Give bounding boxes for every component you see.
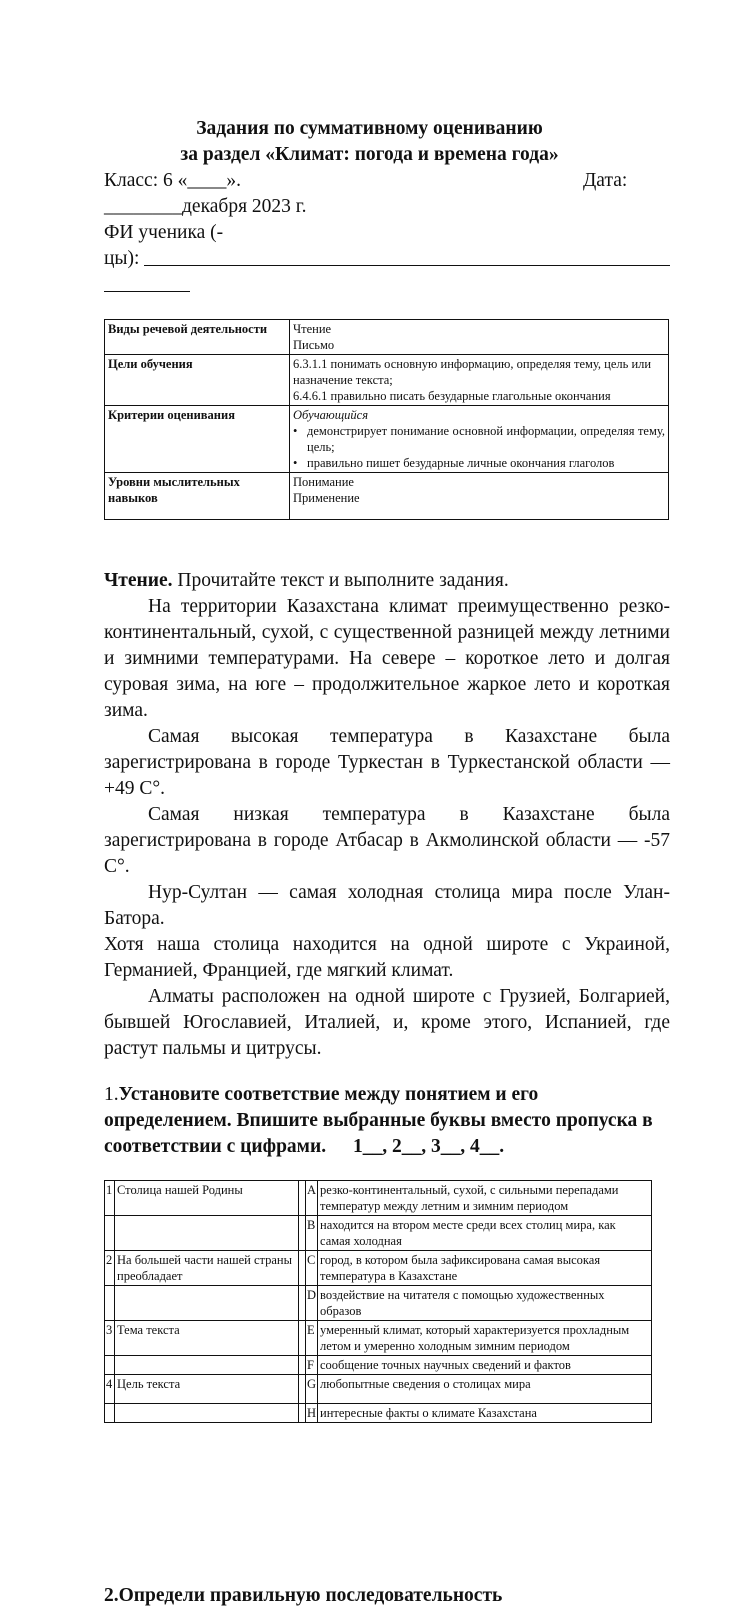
spacer-cell	[299, 1181, 306, 1216]
value-line: Применение	[293, 491, 360, 505]
task-2-partial: 2.Определи правильную последовательность	[104, 1585, 503, 1606]
definition-cell: умеренный климат, который характеризуется прохладным летом и умеренно холодным зимним периодом	[318, 1321, 652, 1356]
spacer-cell	[299, 1356, 306, 1375]
reading-heading: Чтение.	[104, 570, 173, 591]
value-line: Чтение	[293, 322, 332, 336]
definition-letter: C	[306, 1251, 318, 1286]
definition-letter: E	[306, 1321, 318, 1356]
definition-letter: G	[306, 1375, 318, 1404]
definition-cell: сообщение точных научных сведений и фактов	[318, 1356, 652, 1375]
spacer-cell	[299, 1375, 306, 1404]
definition-cell: любопытные сведения о столицах мира	[318, 1375, 652, 1404]
term-number	[105, 1216, 115, 1251]
student-name-underline-2	[104, 291, 190, 292]
term-cell: Цель текста	[115, 1375, 299, 1404]
term-cell: Тема текста	[115, 1321, 299, 1356]
row-value	[290, 355, 669, 406]
definition-cell: резко-континентальный, сухой, с сильными перепадами температур между летним и зимним периодом	[318, 1181, 652, 1216]
reading-paragraph-1: На территории Казахстана климат преимущественно резко-континентальный, сухой, с существенной разницей между летними и зимними температурами. На севере – короткое лето и долгая суровая зима, на юге – продолжительное жаркое лето и короткая зима.	[104, 596, 670, 721]
table-row	[105, 473, 669, 520]
reading-paragraph-4: Нур-Султан — самая холодная столица мира после Улан-Батора.	[104, 882, 670, 929]
table-row	[105, 1251, 652, 1286]
term-cell: На большей части нашей страны преобладает	[115, 1251, 299, 1286]
reading-paragraph-2: Самая высокая температура в Казахстане была зарегистрирована в городе Туркестан в Туркестанской области — +49 С°.	[104, 726, 670, 799]
definition-letter: F	[306, 1356, 318, 1375]
row-label: Уровни мыслительных навыков	[105, 473, 290, 520]
value-line: 6.3.1.1 понимать основную информацию, определяя тему, цель или назначение текста;	[293, 357, 652, 387]
spacer-cell	[299, 1321, 306, 1356]
definition-cell: интересные факты о климате Казахстана	[318, 1404, 652, 1423]
row-label: Виды речевой деятельности	[105, 320, 290, 355]
term-cell	[115, 1216, 299, 1251]
table-row	[105, 1404, 652, 1423]
term-cell	[115, 1356, 299, 1375]
term-number: 3	[105, 1321, 115, 1356]
term-number: 4	[105, 1375, 115, 1404]
criteria-bullet: • правильно пишет безударные личные окончания глаголов	[293, 455, 665, 471]
reading-paragraph-5: Хотя наша столица находится на одной широте с Украиной, Германией, Францией, где мягкий климат.	[104, 934, 670, 981]
task-1	[104, 1082, 670, 1160]
table-row	[105, 1356, 652, 1375]
table-row	[105, 1286, 652, 1321]
table-row	[105, 1375, 652, 1404]
term-number: 1	[105, 1181, 115, 1216]
page-subtitle: за раздел «Климат: погода и времена года»	[180, 144, 559, 165]
row-value	[290, 406, 669, 473]
row-value	[290, 473, 669, 520]
spacer-cell	[299, 1251, 306, 1286]
definition-cell: город, в котором была зафиксирована самая высокая температура в Казахстане	[318, 1251, 652, 1286]
date-label: Дата:	[583, 170, 628, 191]
spacer-cell	[299, 1286, 306, 1321]
reading-paragraph-6: Алматы расположен на одной широте с Грузией, Болгарией, бывшей Югославией, Италией, и, кроме этого, Испанией, где растут пальмы и цитрусы.	[104, 986, 670, 1059]
student-name-label-end: цы):	[104, 248, 140, 269]
criteria-intro: Обучающийся	[293, 408, 369, 422]
table-row	[105, 355, 669, 406]
definition-cell: воздействие на читателя с помощью художественных образов	[318, 1286, 652, 1321]
task-1-number: 1.	[104, 1084, 119, 1105]
table-row	[105, 406, 669, 473]
definition-letter: A	[306, 1181, 318, 1216]
student-name-underline	[144, 265, 670, 266]
term-number	[105, 1286, 115, 1321]
definition-letter: H	[306, 1404, 318, 1423]
table-row	[105, 320, 669, 355]
assessment-info-table	[104, 319, 669, 520]
definition-cell: находится на втором месте среди всех столиц мира, как самая холодная	[318, 1216, 652, 1251]
matching-table	[104, 1180, 652, 1423]
reading-paragraph-3: Самая низкая температура в Казахстане была зарегистрирована в городе Атбасар в Акмолинской области — -57 С°.	[104, 804, 670, 877]
spacer-cell	[299, 1216, 306, 1251]
value-line: Понимание	[293, 475, 354, 489]
reading-heading-line	[104, 568, 670, 594]
task-1-answer-blanks: 1__, 2__, 3__, 4__.	[352, 1136, 505, 1157]
row-label: Критерии оценивания	[105, 406, 290, 473]
table-row	[105, 1321, 652, 1356]
term-number	[105, 1356, 115, 1375]
student-name-label: ФИ ученика (-	[104, 222, 224, 243]
row-label: Цели обучения	[105, 355, 290, 406]
term-cell	[115, 1404, 299, 1423]
reading-instruction: Прочитайте текст и выполните задания.	[172, 570, 509, 591]
definition-letter: D	[306, 1286, 318, 1321]
table-row	[105, 1181, 652, 1216]
term-cell	[115, 1286, 299, 1321]
criteria-bullet: • демонстрирует понимание основной информации, определяя тему, цель;	[293, 423, 665, 455]
page-title: Задания по суммативному оцениванию	[196, 118, 543, 139]
term-cell: Столица нашей Родины	[115, 1181, 299, 1216]
term-number: 2	[105, 1251, 115, 1286]
term-number	[105, 1404, 115, 1423]
row-value	[290, 320, 669, 355]
table-row	[105, 1216, 652, 1251]
spacer-cell	[299, 1404, 306, 1423]
task-1-text: Установите соответствие между понятием и его определением. Впишите выбранные буквы вместо пропуска в соответствии с цифрами.	[104, 1084, 653, 1157]
definition-letter: B	[306, 1216, 318, 1251]
value-line: 6.4.6.1 правильно писать безударные глагольные окончания	[293, 389, 611, 403]
value-line: Письмо	[293, 338, 335, 352]
date-line: ________декабря 2023 г.	[104, 196, 307, 217]
class-field: Класс: 6 «____».	[104, 170, 241, 191]
